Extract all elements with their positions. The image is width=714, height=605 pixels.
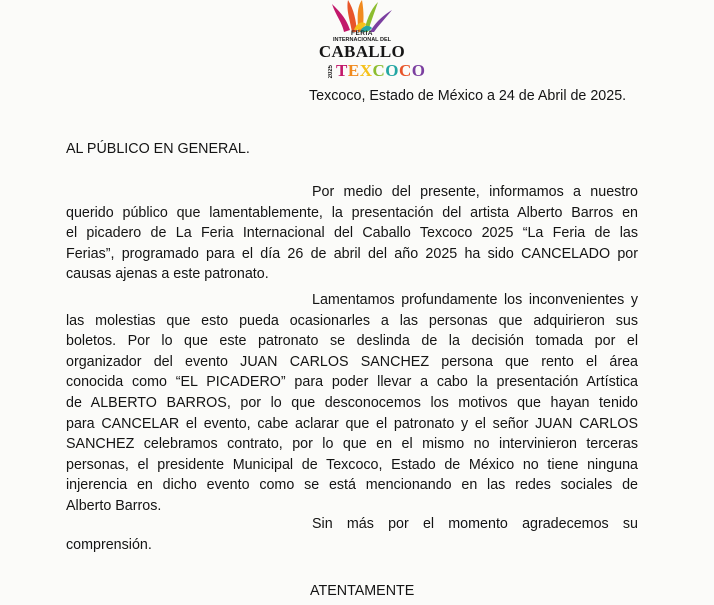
paragraph-line: Por medio del presente, informamos a nuestro	[312, 184, 638, 200]
paragraph-announcement	[66, 182, 638, 285]
salutation: AL PÚBLICO EN GENERAL.	[66, 141, 250, 157]
logo-texcoco-text: TEXCOCO	[336, 61, 426, 80]
paragraph-line: de ALBERTO BARROS, por lo que desconocemos los motivos que hayan tenido	[66, 394, 638, 411]
paragraph-line: Sin más por el momento agradecemos su	[312, 516, 638, 532]
paragraph-line: Alberto Barros.	[66, 497, 162, 514]
paragraph-line: para CANCELAR el evento, cabe aclarar que el patronato y el señor JUAN CARLOS	[66, 415, 638, 432]
paragraph-line: conocida como “EL PICADERO” para poder llevar a cabo la presentación Artística	[66, 374, 638, 391]
paragraph-line: SANCHEZ celebramos contrato, por lo que en el mismo no intervinieron terceras	[66, 436, 638, 453]
paragraph-line: boletos. Por lo que este patronato se deslinda de la decisión tomada por el	[66, 333, 638, 350]
horse-flame-logo-icon	[326, 0, 398, 32]
logo-internacional-text: INTERNACIONAL DEL	[333, 37, 391, 43]
date-line: Texcoco, Estado de México a 24 de Abril de 2025.	[309, 88, 627, 104]
paragraph-line: querido público que lamentablemente, la presentación del artista Alberto Barros en	[66, 204, 638, 221]
closing-atentamente: ATENTAMENTE	[310, 583, 415, 599]
paragraph-thanks	[66, 514, 638, 555]
logo-year-text: 2025	[328, 65, 334, 79]
paragraph-line: comprensión.	[66, 536, 152, 553]
paragraph-line: Ferias”, programado para el día 26 de abril del año 2025 ha sido CANCELADO por	[66, 245, 638, 262]
logo-caballo-text: CABALLO	[318, 42, 406, 61]
paragraph-line: injerencia en dicho evento como se está mencionando en las redes sociales de	[66, 477, 638, 494]
paragraph-line: personas, el presidente Municipal de Texcoco, Estado de México no tiene ninguna	[66, 456, 638, 473]
feria-logo	[312, 0, 426, 84]
paragraph-line: causas ajenas a este patronato.	[66, 266, 269, 283]
paragraph-explanation	[66, 290, 638, 517]
logo-feria-text: FERIA	[351, 30, 373, 37]
paragraph-line: Lamentamos profundamente los inconvenientes y	[312, 292, 638, 308]
paragraph-line: las molestias que esto pueda ocasionarles a las personas que adquirieron sus	[66, 312, 638, 329]
paragraph-line: el picadero de La Feria Internacional del Caballo Texcoco 2025 “La Feria de las	[66, 225, 638, 242]
paragraph-line: organizador del evento JUAN CARLOS SANCHEZ persona que rento el área	[66, 353, 638, 370]
